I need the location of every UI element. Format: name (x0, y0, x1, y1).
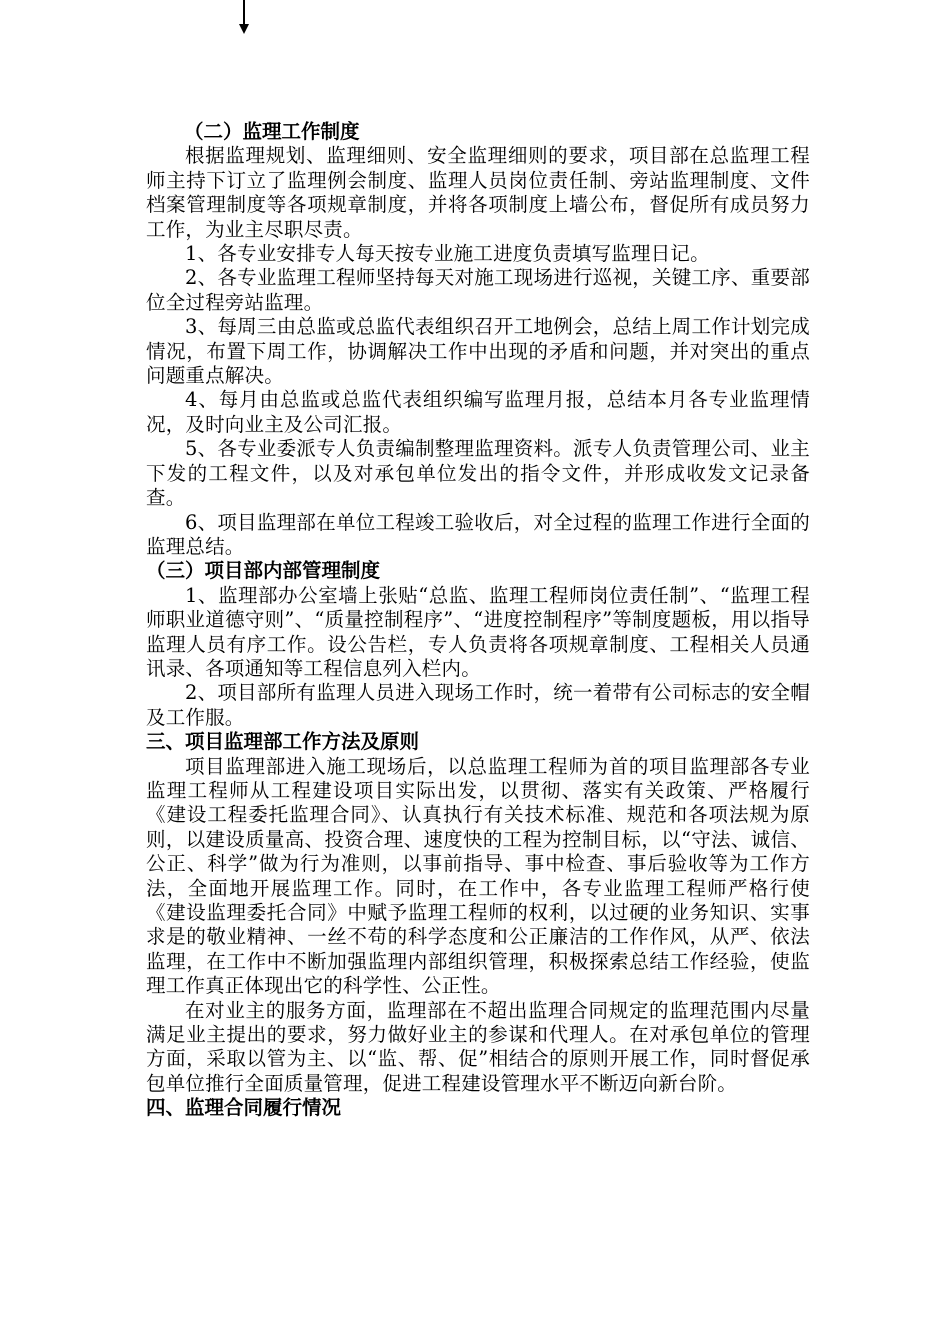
heading-internal-management: （三）项目部内部管理制度 (146, 559, 381, 583)
paragraph: 项目监理部进入施工现场后，以总监理工程师为首的项目监理部各专业监理工程师从工程建设项目实际出发，以贯彻、落实有关政策、严格履行《建设工程委托监理合同》、认真执行有关技术标准、规范和各项法规为原则，以建设质量高、投资合理、速度快的工程为控制目标，以“守法、诚信、公正、科学”做为行为准则，以事前指导、事中检查、事后验收等为工作方法，全面地开展监理工作。同时，在工作中，各专业监理工程师严格行使《建设监理委托合同》中赋予监理工程师的权利，以过硬的业务知识、实事求是的敬业精神、一丝不苟的科学态度和公正廉洁的工作作风，从严、依法监理，在工作中不断加强监理内部组织管理，积极探索总结工作经验，使监理工作真正体现出它的科学性、公正性。 (146, 754, 810, 998)
list-item: 6、项目监理部在单位工程竣工验收后，对全过程的监理工作进行全面的监理总结。 (146, 510, 810, 558)
list-item: 5、各专业委派专人负责编制整理监理资料。派专人负责管理公司、业主下发的工程文件，以及对承包单位发出的指令文件，并形成收发文记录备查。 (146, 437, 810, 510)
list-item: 2、各专业监理工程师坚持每天对施工现场进行巡视，关键工序、重要部位全过程旁站监理。 (146, 266, 810, 314)
list-item: 2、项目部所有监理人员进入现场工作时，统一着带有公司标志的安全帽及工作服。 (146, 681, 810, 729)
list-item: 3、每周三由总监或总监代表组织召开工地例会，总结上周工作计划完成情况，布置下周工作，协调解决工作中出现的矛盾和问题，并对突出的重点问题重点解决。 (146, 315, 810, 388)
heading-work-methods: 三、项目监理部工作方法及原则 (146, 730, 420, 754)
down-arrow-icon (243, 0, 245, 30)
heading-contract-performance: 四、监理合同履行情况 (146, 1096, 342, 1120)
list-item: 4、每月由总监或总监代表组织编写监理月报，总结本月各专业监理情况，及时向业主及公司汇报。 (146, 388, 810, 436)
list-item: 1、监理部办公室墙上张贴“总监、监理工程师岗位责任制”、“监理工程师职业道德守则”、“质量控制程序”、“进度控制程序”等制度题板，用以指导监理人员有序工作。设公告栏，专人负责将各项规章制度、工程相关人员通讯录、各项通知等工程信息列入栏内。 (146, 583, 810, 680)
document-body (146, 120, 810, 1121)
heading-supervision-system: （二）监理工作制度 (184, 120, 360, 143)
list-item: 1、各专业安排专人每天按专业施工进度负责填写监理日记。 (185, 242, 710, 266)
paragraph-intro: 根据监理规划、监理细则、安全监理细则的要求，项目部在总监理工程师主持下订立了监理例会制度、监理人员岗位责任制、旁站监理制度、文件档案管理制度等各项规章制度，并将各项制度上墙公布，督促所有成员努力工作，为业主尽职尽责。 (146, 144, 810, 241)
paragraph: 在对业主的服务方面，监理部在不超出监理合同规定的监理范围内尽量满足业主提出的要求，努力做好业主的参谋和代理人。在对承包单位的管理方面，采取以管为主、以“监、帮、促”相结合的原则开展工作，同时督促承包单位推行全面质量管理，促进工程建设管理水平不断迈向新台阶。 (146, 998, 810, 1095)
